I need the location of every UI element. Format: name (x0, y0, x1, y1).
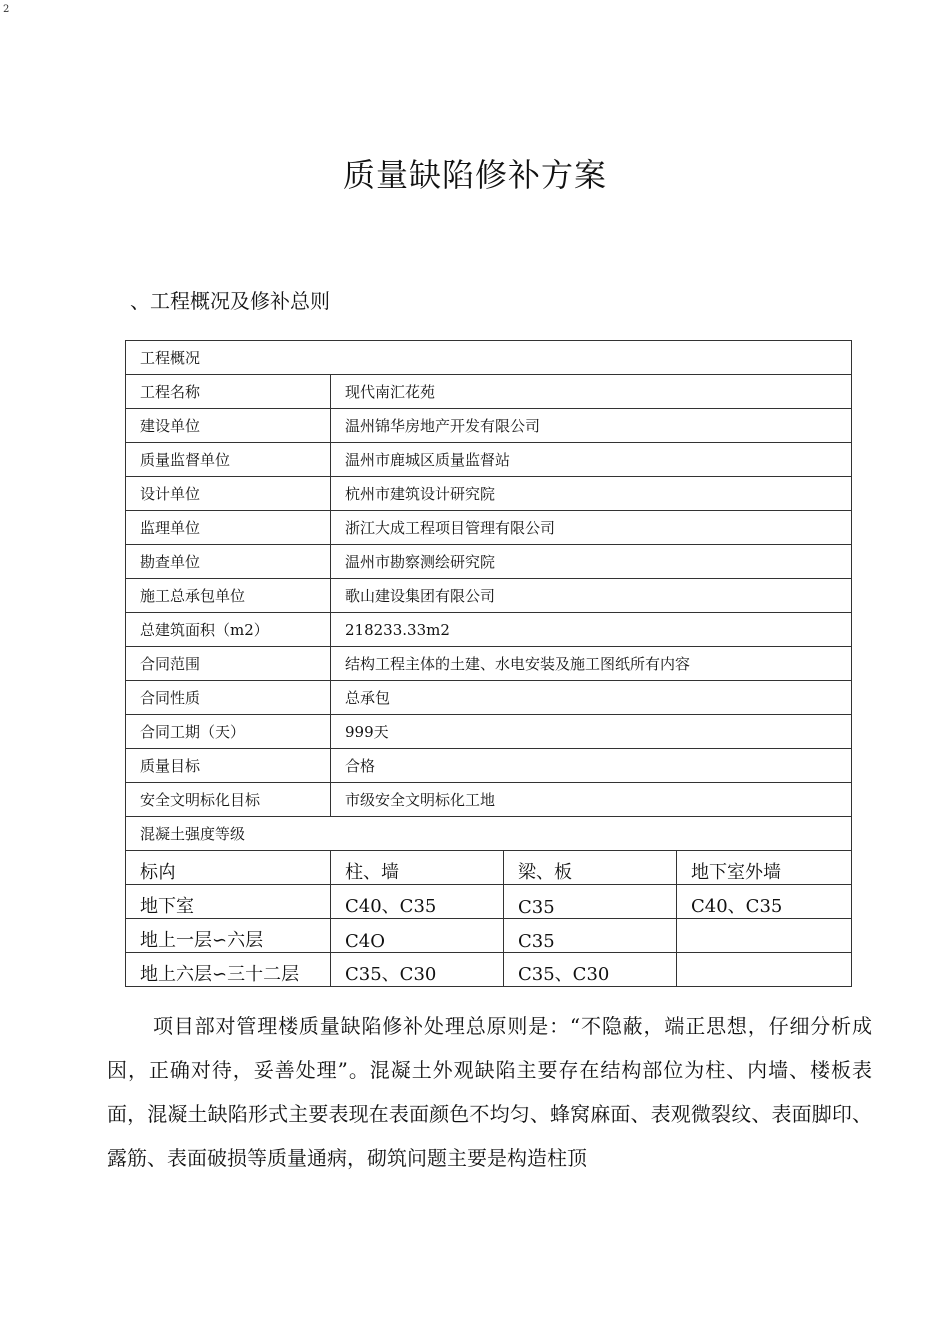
table-row (126, 647, 852, 681)
body-paragraph: 项目部对管理楼质量缺陷修补处理总原则是：“不隐蔽，端正思想，仔细分析成因，正确对待，妥善处理”。混凝土外观缺陷主要存在结构部位为柱、内墙、楼板表面，混凝土缺陷形式主要表现在表面颜色不均匀、蜂窝麻面、表观微裂纹、表面脚印、露筋、表面破损等质量通病，砌筑问题主要是构造柱顶 (107, 1014, 872, 1170)
concrete-cell: 地上六层∽三十二层 (126, 953, 331, 987)
row-label: 质量监督单位 (126, 443, 331, 477)
concrete-column-header: 标禸 (126, 851, 331, 885)
row-value: 市级安全文明标化工地 (331, 783, 852, 817)
project-overview-table (125, 340, 852, 987)
page-number: 2 (3, 4, 10, 15)
overview-header: 工程概况 (126, 341, 852, 375)
body-text (107, 1004, 872, 1180)
row-label: 监理单位 (126, 511, 331, 545)
row-label: 合同性质 (126, 681, 331, 715)
table-row (126, 715, 852, 749)
row-value: 现代南汇花苑 (331, 375, 852, 409)
row-value: 歌山建设集团有限公司 (331, 579, 852, 613)
table-row (126, 783, 852, 817)
concrete-cell: C35 (504, 919, 677, 953)
table-row (126, 511, 852, 545)
row-label: 工程名称 (126, 375, 331, 409)
concrete-cell: C35、C30 (504, 953, 677, 987)
concrete-header-row (126, 817, 852, 851)
row-label: 质量目标 (126, 749, 331, 783)
concrete-cell: C4O (331, 919, 504, 953)
table-row (126, 443, 852, 477)
table-row (126, 545, 852, 579)
concrete-cell: C35、C30 (331, 953, 504, 987)
concrete-column-header: 柱、墙 (331, 851, 504, 885)
table-header-row (126, 341, 852, 375)
concrete-column-header: 梁、板 (504, 851, 677, 885)
row-label: 合同范围 (126, 647, 331, 681)
row-value: 结构工程主体的土建、水电安装及施工图纸所有内容 (331, 647, 852, 681)
row-label: 施工总承包单位 (126, 579, 331, 613)
concrete-cell: 地上一层∽六层 (126, 919, 331, 953)
concrete-row (126, 953, 852, 987)
concrete-column-header: 地下室外墙 (677, 851, 852, 885)
row-value: 杭州市建筑设计研究院 (331, 477, 852, 511)
concrete-cell: C40、C35 (331, 885, 504, 919)
document-title: 质量缺陷修补方案 (342, 156, 607, 194)
concrete-cell (677, 919, 852, 953)
table-row (126, 613, 852, 647)
table-row (126, 579, 852, 613)
table-row (126, 749, 852, 783)
concrete-cell: C40、C35 (677, 885, 852, 919)
concrete-row (126, 919, 852, 953)
concrete-cell (677, 953, 852, 987)
concrete-row (126, 885, 852, 919)
concrete-columns-row (126, 851, 852, 885)
row-label: 设计单位 (126, 477, 331, 511)
row-value: 总承包 (331, 681, 852, 715)
section-heading: 、工程概况及修补总则 (130, 289, 330, 313)
row-value: 浙江大成工程项目管理有限公司 (331, 511, 852, 545)
row-label: 勘查单位 (126, 545, 331, 579)
table-row (126, 409, 852, 443)
row-label: 总建筑面积（m2） (126, 613, 331, 647)
row-label: 建设单位 (126, 409, 331, 443)
row-value: 合格 (331, 749, 852, 783)
row-value: 温州锦华房地产开发有限公司 (331, 409, 852, 443)
row-label: 安全文明标化目标 (126, 783, 331, 817)
row-value: 999天 (331, 715, 852, 749)
row-value: 温州市鹿城区质量监督站 (331, 443, 852, 477)
concrete-cell: 地下室 (126, 885, 331, 919)
concrete-header: 混凝土强度等级 (126, 817, 852, 851)
row-value: 温州市勘察测绘研究院 (331, 545, 852, 579)
table-row (126, 375, 852, 409)
table-row (126, 681, 852, 715)
row-value: 218233.33m2 (331, 613, 852, 647)
concrete-cell: C35 (504, 885, 677, 919)
row-label: 合同工期（天） (126, 715, 331, 749)
table-row (126, 477, 852, 511)
